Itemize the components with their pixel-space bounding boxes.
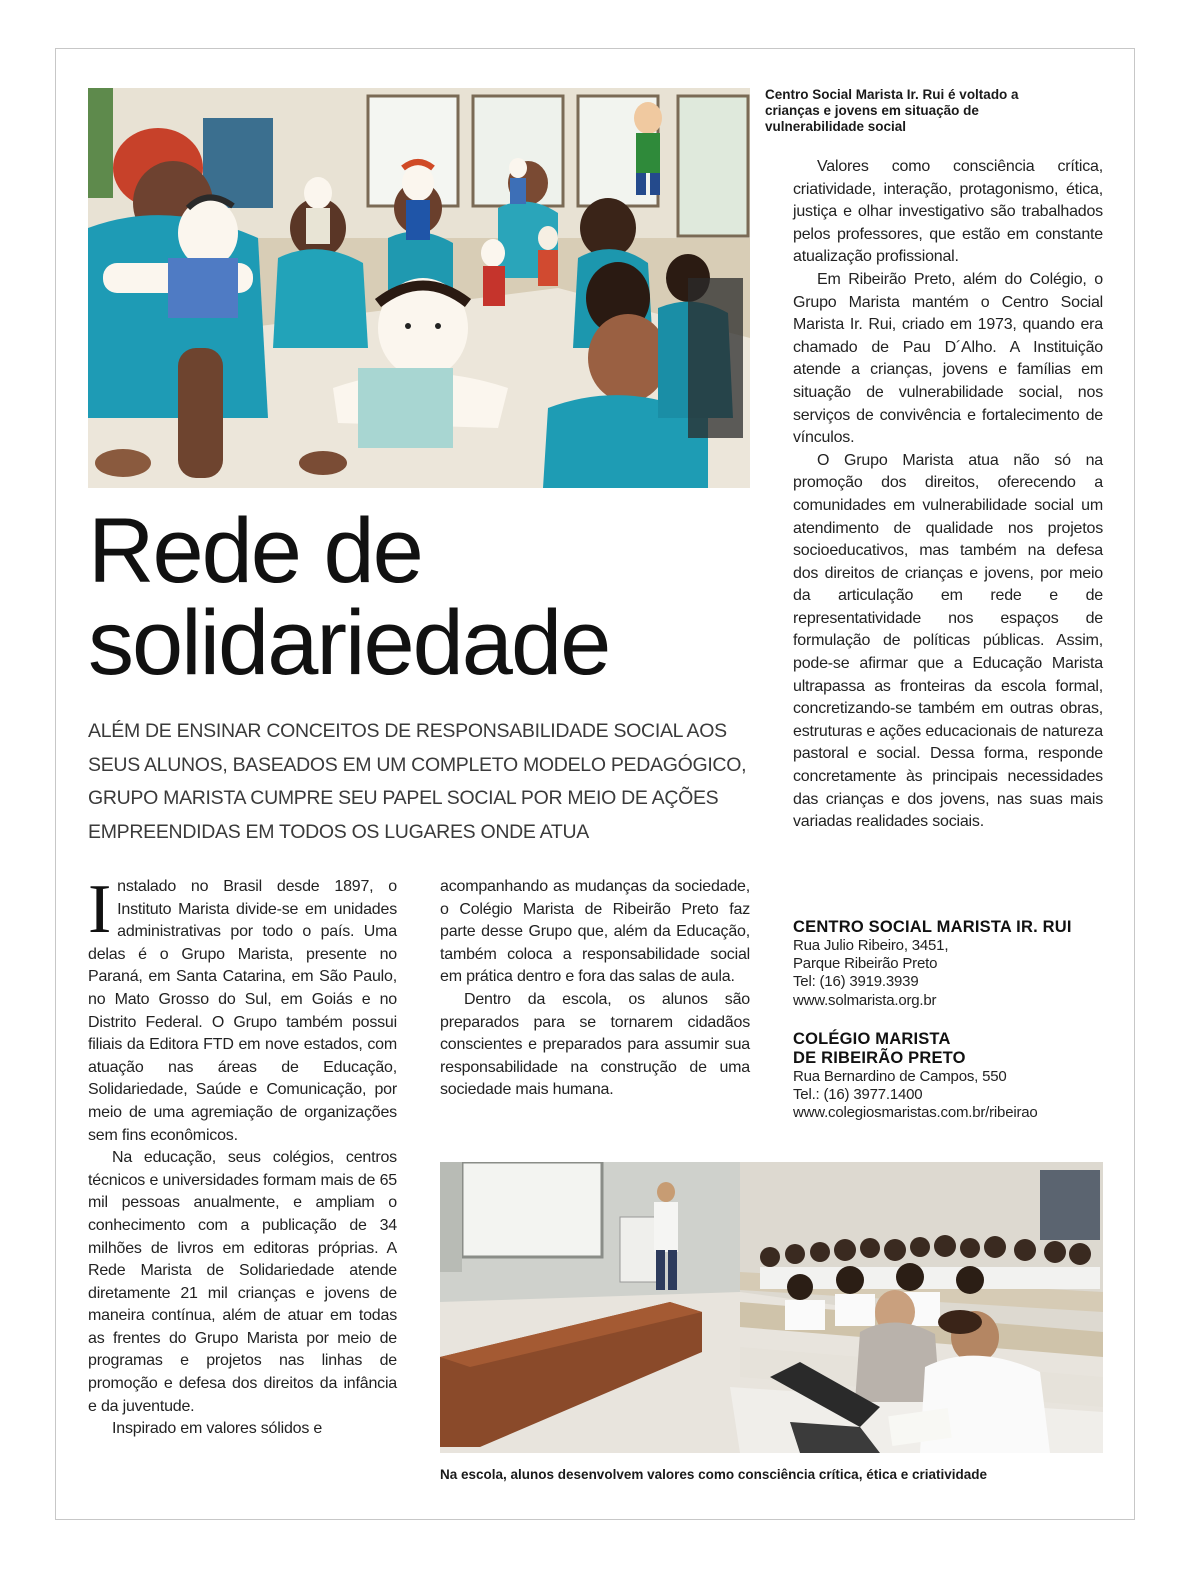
paragraph: Dentro da escola, os alunos são preparados para se tornarem cidadãos conscientes e preparados para assumir sua responsabilidade na construção de uma sociedade mais humana. bbox=[440, 990, 750, 1099]
address-website: www.solmarista.org.br bbox=[793, 991, 937, 1009]
article-column-1 bbox=[88, 871, 397, 1441]
address-street: Rua Bernardino de Campos, 550 bbox=[793, 1068, 1007, 1085]
address-block-centro-social bbox=[793, 918, 1113, 1010]
address-street: Rua Julio Ribeiro, 3451, bbox=[793, 937, 949, 954]
paragraph: Valores como consciência crítica, criatividade, interação, protagonismo, ética, justiça e olhar investigativo são trabalhados pelos professores, que estão em constante atualização profissional. bbox=[793, 158, 1103, 266]
photo-bottom-caption: Na escola, alunos desenvolvem valores como consciência crítica, ética e criatividade bbox=[440, 1467, 988, 1482]
headline-line-1: Rede de bbox=[88, 500, 422, 602]
address-name: CENTRO SOCIAL MARISTA IR. RUI bbox=[793, 918, 1072, 936]
paragraph: O Grupo Marista atua não só na promoção dos direitos, oferecendo a comunidades em vulnerabilidade social um atendimento de qualidade nos projetos socioeducativos, mas também na defesa dos direitos de crianças e jovens, por meio da articulação em rede e de representatividade nos espaços de formulação de políticas públicas. Assim, pode-se afirmar que a Educação Marista ultrapassa as fronteiras da escola formal, concretizando-se também em outras obras, estruturas e ações educacionais de natureza pastoral e social. Dessa forma, responde concretamente às principais necessidades das crianças e dos jovens, nas suas mais variadas realidades sociais. bbox=[793, 451, 1103, 831]
address-phone: Tel.: (16) 3977.1400 bbox=[793, 1086, 923, 1104]
headline bbox=[88, 500, 748, 694]
article-column-3 bbox=[793, 156, 1103, 834]
address-block-colegio bbox=[793, 1030, 1113, 1123]
paragraph: Em Ribeirão Preto, além do Colégio, o Grupo Marista mantém o Centro Social Marista Ir. Rui, criado em 1973, quando era chamado de Pau D´Alho. A Instituição atende a crianças, jovens e famílias em situação de vulnerabilidade social, nos serviços de convivência e fortalecimento de vínculos. bbox=[793, 270, 1103, 447]
headline-line-2: solidariedade bbox=[88, 592, 610, 694]
photo-top-caption: Centro Social Marista Ir. Rui é voltado a crianças e jovens em situação de vulnerabilidade social bbox=[765, 87, 1019, 134]
article-column-2 bbox=[440, 876, 750, 1102]
paragraph: Inspirado em valores sólidos e bbox=[112, 1420, 323, 1438]
address-phone: Tel: (16) 3919.3939 bbox=[793, 973, 919, 991]
address-name-line-2: DE RIBEIRÃO PRETO bbox=[793, 1049, 966, 1067]
photo-students-in-lecture-hall bbox=[440, 1162, 1103, 1453]
paragraph bbox=[88, 871, 397, 1147]
address-district: Parque Ribeirão Preto bbox=[793, 955, 938, 973]
standfirst: ALÉM DE ENSINAR CONCEITOS DE RESPONSABILIDADE SOCIAL AOS SEUS ALUNOS, BASEADOS EM UM COMPLETO MODELO PEDAGÓGICO, GRUPO MARISTA CUMPRE SEU PAPEL SOCIAL POR MEIO DE AÇÕES EMPREENDIDAS EM TODOS OS LUGARES ONDE ATUA bbox=[88, 720, 747, 843]
photo-children-with-dolls bbox=[88, 88, 750, 488]
paragraph: Na educação, seus colégios, centros técnicos e universidades formam mais de 65 mil pessoas anualmente, e ampliam o conhecimento com a publicação de 34 milhões de livros em editoras próprias. A Rede Marista de Solidariedade atende diretamente 21 mil crianças e jovens de maneira contínua, além de atuar em todas as frentes do Grupo Marista por meio de programas e projetos nas linhas de promoção e defesa dos direitos da infância e da juventude. bbox=[88, 1149, 397, 1415]
paragraph: acompanhando as mudanças da sociedade, o Colégio Marista de Ribeirão Preto faz parte desse Grupo que, além da Educação, também coloca a responsabilidade social em prática dentro e fora das salas de aula. bbox=[440, 878, 750, 986]
paragraph-text: nstalado no Brasil desde 1897, o Instituto Marista divide-se em unidades administrativas por todo o país. Uma delas é o Grupo Marista, presente no Paraná, em Santa Catarina, em São Paulo, no Mato Grosso do Sul, em Goiás e no Distrito Federal. O Grupo também possui filiais da Editora FTD em nove estados, com atuação nas áreas de Educação, Solidariedade, Saúde e Comunicação, por meio de uma agremiação de organizações sem fins econômicos. bbox=[88, 878, 397, 1144]
address-website: www.colegiosmaristas.com.br/ribeirao bbox=[793, 1104, 1038, 1122]
address-name-line-1: COLÉGIO MARISTA bbox=[793, 1030, 951, 1048]
drop-cap: I bbox=[88, 871, 112, 948]
